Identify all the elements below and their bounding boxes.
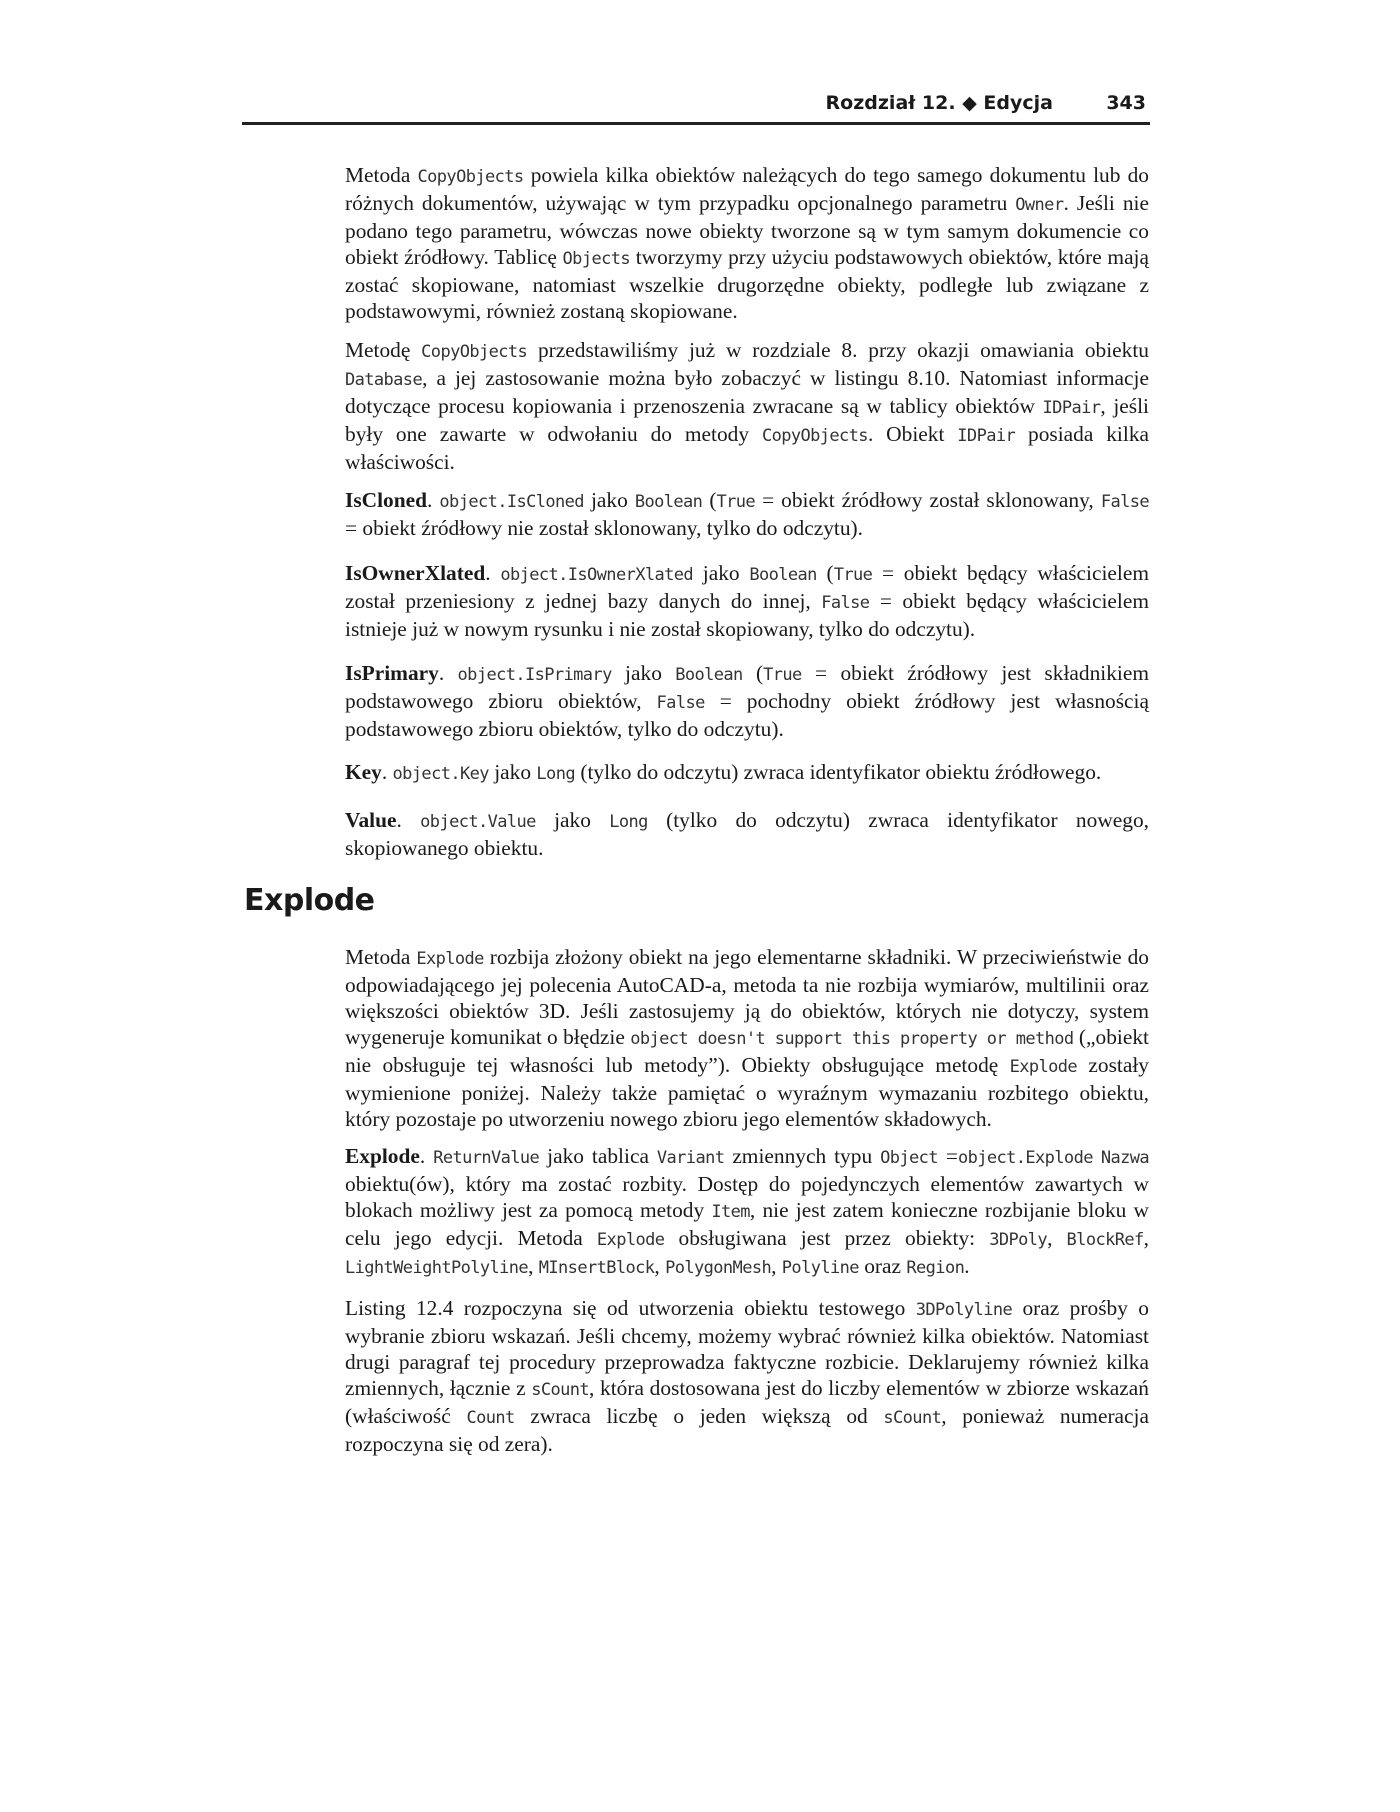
text-run: jako tablica: [539, 1144, 657, 1168]
inline-code: Variant: [656, 1148, 725, 1168]
text-run: = pochodny obiekt źródłowy jest własnością podstawowego zbioru obiektów, tylko do odczytu).: [345, 689, 1149, 741]
inline-code: Object: [880, 1148, 938, 1168]
term-name: Value: [345, 808, 397, 832]
inline-code: ReturnValue: [433, 1148, 540, 1168]
text-run: = obiekt źródłowy jest składnikiem podstawowego zbioru obiektów,: [345, 661, 1149, 713]
paragraph-copyobjects-idpair: [345, 337, 1149, 475]
property-iscloned: [345, 487, 1149, 541]
property-isprimary: [345, 660, 1149, 742]
inline-code: 3DPoly: [989, 1230, 1048, 1250]
term-name: Key: [345, 760, 382, 784]
page-number: 343: [1106, 92, 1146, 114]
text-run: obiektu(ów), który ma zostać rozbity. Dostęp do pojedynczych elementów zawartych w blokach możliwy jest za pomocą metody: [345, 1172, 1149, 1222]
inline-code: Boolean: [634, 492, 703, 512]
chapter-title: Rozdział 12. ◆ Edycja: [825, 92, 1053, 114]
text-run: przedstawiliśmy już w rozdziale 8. przy okazji omawiania obiektu: [527, 338, 1149, 362]
inline-code: object.IsPrimary: [457, 665, 612, 685]
inline-code: LightWeightPolyline: [345, 1258, 529, 1278]
text-run: , ponieważ numeracja rozpoczyna się od zera).: [345, 1404, 1149, 1456]
text-run: ,: [1047, 1226, 1067, 1250]
text-run: zwraca liczbę o jeden większą od: [514, 1404, 884, 1428]
property-isownerxlated: [345, 560, 1149, 642]
text-run: (tylko do odczytu) zwraca identyfikator nowego, skopiowanego obiektu.: [345, 808, 1149, 860]
paragraph-explode-intro: [345, 944, 1149, 1132]
inline-code: True: [716, 492, 756, 512]
term-name: Explode: [345, 1144, 420, 1168]
inline-code: IDPair: [957, 426, 1016, 446]
term-name: IsPrimary: [345, 661, 439, 685]
inline-code: False: [1100, 492, 1149, 512]
property-value: [345, 807, 1149, 861]
inline-code: True: [833, 565, 873, 585]
inline-code: Nazwa: [1100, 1148, 1149, 1168]
inline-code: Long: [536, 764, 575, 784]
inline-code: PolygonMesh: [665, 1258, 772, 1278]
text-run: .: [485, 561, 501, 585]
inline-code: True: [763, 665, 802, 685]
inline-code: Explode: [1009, 1057, 1078, 1077]
inline-code: object.Value: [420, 812, 536, 832]
inline-code: CopyObjects: [761, 426, 868, 446]
inline-code: MInsertBlock: [538, 1258, 655, 1278]
paragraph-listing-12-4: [345, 1295, 1149, 1457]
paragraph-copyobjects-intro: [345, 162, 1149, 324]
text-run: = obiekt będący właścicielem został przeniesiony z jednej bazy danych do innej,: [345, 561, 1149, 613]
inline-code: object.Key: [392, 764, 489, 784]
inline-code: object.IsCloned: [439, 492, 584, 512]
text-run: („obiekt nie obsługuje tej własności lub metody”). Obiekty obsługujące metodę: [345, 1025, 1149, 1077]
text-run: =: [937, 1144, 958, 1168]
text-run: jako: [535, 808, 610, 832]
text-run: .: [396, 808, 421, 832]
inline-code: Item: [711, 1202, 750, 1222]
text-run: .: [438, 661, 458, 685]
inline-code: object.Explode: [957, 1148, 1093, 1168]
inline-code: Database: [345, 370, 423, 390]
inline-code: Explode: [596, 1230, 665, 1250]
running-header: [242, 88, 1150, 125]
text-run: .: [381, 760, 393, 784]
text-run: jako: [611, 661, 676, 685]
inline-code: IDPair: [1042, 398, 1101, 418]
text-run: Metoda: [345, 945, 417, 969]
section-heading-explode: Explode: [244, 883, 375, 918]
inline-code: object doesn't support this property or method: [630, 1029, 1074, 1049]
inline-code: Long: [609, 812, 648, 832]
inline-code: Boolean: [675, 665, 743, 685]
text-run: jako: [583, 488, 635, 512]
text-run: (: [816, 561, 834, 585]
text-run: , która dostosowana jest do liczby elementów w zbiorze wskazań (właściwość: [345, 1376, 1149, 1428]
inline-code: 3DPolyline: [915, 1300, 1013, 1320]
text-run: ,: [771, 1254, 782, 1278]
text-run: ,: [528, 1254, 539, 1278]
text-run: , jeśli były one zawarte w odwołaniu do metody: [345, 394, 1149, 446]
text-run: oraz prośby o wybranie zbioru wskazań. Jeśli chcemy, możemy wybrać również kilka obiektów. Natomiast drugi paragraf tej procedury przeprowadza faktyczne rozbicie. Deklarujemy również kilka zmiennych, łącznie z: [345, 1296, 1149, 1400]
text-run: Metodę: [345, 338, 422, 362]
inline-code: Owner: [1015, 195, 1064, 215]
term-name: IsCloned: [345, 488, 428, 512]
text-run: . Jeśli nie podano tego parametru, wówczas nowe obiekty tworzone są w tym samym dokumencie co obiekt źródłowy. Tablicę: [345, 191, 1149, 269]
text-run: , nie jest zatem konieczne rozbijanie bloku w celu jego edycji. Metoda: [345, 1198, 1149, 1250]
inline-code: Boolean: [749, 565, 817, 585]
text-run: obsługiwana jest przez obiekty:: [664, 1226, 990, 1250]
text-run: .: [964, 1254, 970, 1278]
text-run: , a jej zastosowanie można było zobaczyć w listingu 8.10. Natomiast informacje dotyczące procesu kopiowania i przenoszenia zwracane są w tablicy obiektów: [345, 366, 1149, 418]
text-run: . Obiekt: [867, 422, 958, 446]
inline-code: Explode: [416, 949, 484, 969]
text-run: zostały wymienione poniżej. Należy także pamiętać o wyraźnym wymazaniu rozbitego obiektu, który pozostaje po utworzeniu nowego zbioru jego elementów składowych.: [345, 1053, 1149, 1131]
text-run: (: [702, 488, 717, 512]
property-key: [345, 759, 1149, 787]
text-run: ,: [1143, 1226, 1149, 1250]
text-run: = obiekt będący właścicielem istnieje już w nowym rysunku i nie został skopiowany, tylko do odczytu).: [345, 589, 1149, 641]
inline-code: Objects: [562, 249, 630, 269]
text-run: jako: [693, 561, 750, 585]
term-name: IsOwnerXlated: [345, 561, 486, 585]
inline-code: CopyObjects: [417, 167, 524, 187]
text-run: ,: [654, 1254, 666, 1278]
text-run: .: [419, 1144, 434, 1168]
text-run: rozbija złożony obiekt na jego elementarne składniki. W przeciwieństwie do odpowiadającego jej polecenia AutoCAD-a, metoda ta nie rozbija wymiarów, multilinii oraz większości obiektów 3D. Jeśli zastosujemy ją do obiektów, których nie dotyczy, system wygeneruje komunikat o błędzie: [345, 945, 1149, 1049]
text-run: tworzymy przy użyciu podstawowych obiektów, które mają zostać skopiowane, natomiast wszelkie drugorzędne obiekty, podległe lub związane z podstawowymi, również zostaną skopiowane.: [345, 245, 1149, 323]
text-run: .: [427, 488, 440, 512]
inline-code: sCount: [531, 1380, 590, 1400]
text-run: posiada kilka właściwości.: [345, 422, 1150, 474]
text-run: = obiekt źródłowy został sklonowany,: [755, 488, 1101, 512]
text-run: Listing 12.4 rozpoczyna się od utworzenia obiektu testowego: [345, 1296, 916, 1320]
text-run: zmiennych typu: [724, 1144, 881, 1168]
text-run: jako: [488, 760, 537, 784]
inline-code: Polyline: [781, 1258, 859, 1278]
text-run: = obiekt źródłowy nie został sklonowany, tylko do odczytu).: [345, 516, 864, 540]
inline-code: False: [656, 693, 705, 713]
text-run: (: [742, 661, 764, 685]
text-run: Metoda: [345, 163, 418, 187]
text-run: oraz: [858, 1254, 907, 1278]
inline-code: Region: [906, 1258, 965, 1278]
inline-code: BlockRef: [1066, 1230, 1144, 1250]
text-run: [1093, 1144, 1101, 1168]
inline-code: False: [821, 593, 870, 613]
inline-code: object.IsOwnerXlated: [500, 565, 694, 585]
method-explode: [345, 1143, 1149, 1281]
text-run: powiela kilka obiektów należących do tego samego dokumentu lub do różnych dokumentów, używając w tym przypadku opcjonalnego parametru: [345, 163, 1149, 215]
inline-code: Count: [466, 1408, 515, 1428]
inline-code: CopyObjects: [421, 342, 528, 362]
text-run: (tylko do odczytu) zwraca identyfikator obiektu źródłowego.: [574, 760, 1102, 784]
inline-code: sCount: [883, 1408, 942, 1428]
